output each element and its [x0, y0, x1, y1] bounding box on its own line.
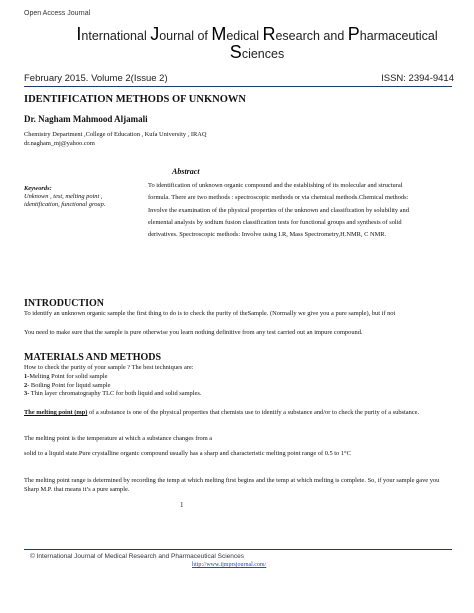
intro-paragraph: To identify an unknown organic sample the first thing to do is to check the purity of theSample. (Normally we give you a pure sample), but if not — [24, 310, 396, 317]
journal-title-initial: J — [150, 24, 160, 44]
journal-title-word: edical — [226, 29, 263, 43]
journal-website-link[interactable]: http://www.ijmprsjournal.com/ — [192, 562, 267, 568]
section-heading-materials-methods: MATERIALS AND METHODS — [24, 352, 162, 363]
list-item-number: 1- — [24, 372, 30, 380]
methods-intro: How to check the purity of your sample ? The best techniques are: — [24, 364, 194, 371]
page-number: 1 — [180, 501, 184, 509]
abstract-body: To identification of unknown organic compound and the establishing of its molecular and structural formula. There are two methods : spectroscopic methods or via chemical methods.Chemical methods: Involve the examination of the physical properties of the unknown and classification by solubility and elemental analysis by sodium fusion classification tests for functional groups and synthesis of solid derivatives. Spectroscopic methods: Involve using I.R, Mass Spectrometry,H.NMR, C NMR. — [148, 182, 409, 239]
keywords-box — [24, 185, 130, 209]
journal-kicker: Open Access Journal — [24, 10, 91, 17]
journal-title-initial: I — [76, 24, 82, 44]
section-heading-introduction: INTRODUCTION — [24, 298, 105, 309]
list-item-text: Melting Point for solid sample — [29, 372, 108, 380]
keywords-text: Unknown , test, melting point , identification, functional group. — [24, 193, 106, 208]
journal-title-initial: P — [347, 24, 360, 44]
list-item-number: 3- — [24, 390, 30, 398]
journal-title-initial: M — [211, 24, 227, 44]
journal-title-initial: S — [229, 42, 242, 62]
article-title: IDENTIFICATION METHODS OF UNKNOWN — [24, 94, 246, 105]
intro-paragraph: You need to make sure that the sample is pure otherwise you learn nothing definitive from any test carried out an impure compound. — [24, 329, 363, 336]
journal-title-word: harmaceutical — [359, 29, 438, 43]
list-item — [24, 382, 444, 391]
journal-title-word: ournal of — [159, 29, 212, 43]
methods-list — [24, 364, 444, 399]
journal-title — [57, 26, 457, 62]
header-divider — [24, 86, 452, 87]
melting-point-paragraph: solid to a liquid state.Pure crystalline organic compound usually has a sharp and characteristic melting point range of 0.5 to 1°C — [24, 450, 351, 457]
affiliation-line: Chemistry Department ,College of Education , Kufa University , IRAQ — [24, 131, 207, 138]
journal-title-initial: R — [262, 24, 276, 44]
footer-divider — [24, 549, 452, 550]
journal-title-word: nternational — [81, 29, 151, 43]
keywords-heading: Keywords: — [24, 185, 52, 192]
author-email: dr.nagham_mj@yahoo.com — [24, 140, 95, 147]
issue-info: February 2015. Volume 2(Issue 2) — [24, 73, 168, 84]
melting-point-term: The melting point (mp) — [24, 409, 88, 416]
journal-title-word: ciences — [241, 47, 285, 61]
melting-point-paragraph: The melting point is the temperature at which a substance changes from a — [24, 435, 213, 442]
list-item — [24, 390, 444, 399]
article-author: Dr. Nagham Mahmood Aljamali — [24, 114, 148, 124]
list-item-text: Thin layer chromatography TLC for both liquid and solid samples. — [29, 390, 202, 398]
abstract-heading: Abstract — [172, 167, 200, 176]
melting-point-paragraph — [24, 409, 444, 418]
melting-point-paragraph: The melting point range is determined by recording the temp at which melting first begins and the temp at which melting is complete. So, if your sample gave you Sharp M.P. that means it’s a pure sample. — [24, 477, 440, 493]
footer-copyright: © International Journal of Medical Research and Pharmaceutical Sciences — [30, 553, 244, 560]
melting-point-definition: of a substance is one of the physical properties that chemists use to identify a substance and/or to check the purity of a substance. — [87, 409, 420, 416]
list-item — [24, 373, 444, 382]
list-item-text: Boiling Point for liquid sample — [29, 381, 111, 389]
issn: ISSN: 2394-9414 — [381, 73, 454, 84]
journal-title-word: esearch and — [275, 29, 348, 43]
journal-title-line2 — [57, 44, 457, 62]
author-affiliation — [24, 130, 206, 148]
list-item-number: 2- — [24, 381, 30, 389]
